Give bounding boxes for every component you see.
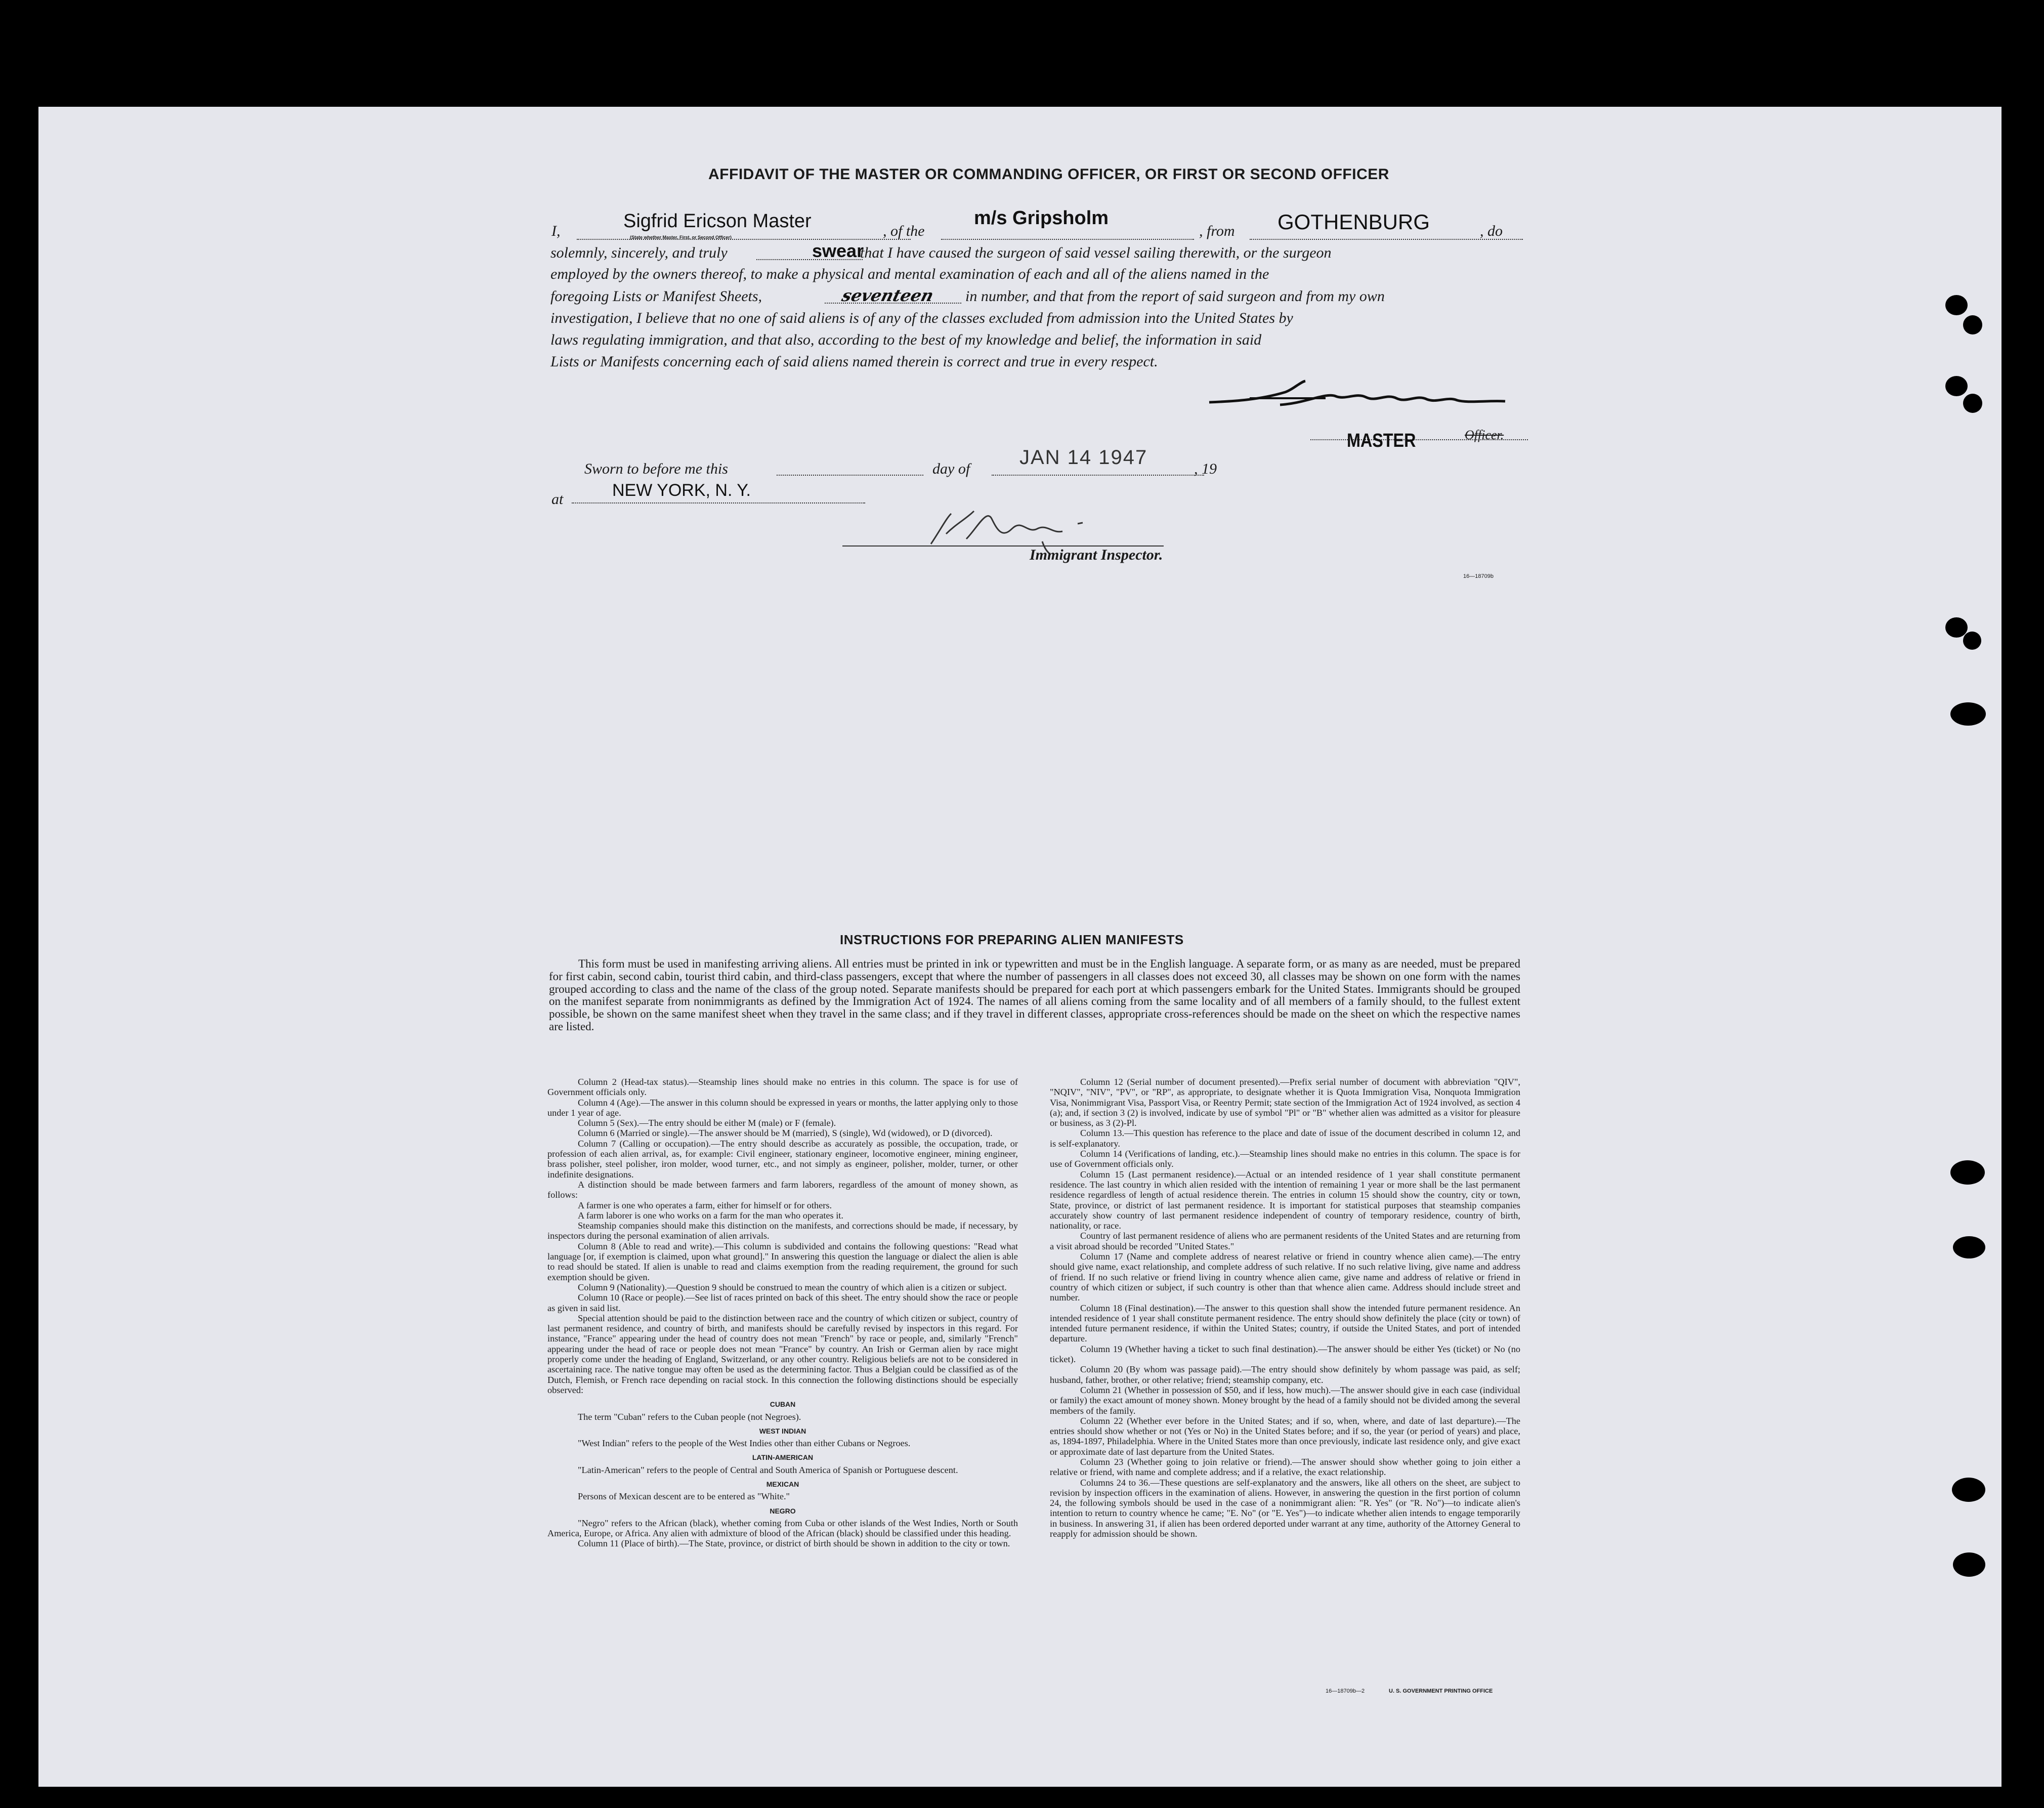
at-label: at <box>551 491 564 508</box>
affidavit-line-7: Lists or Manifests concerning each of said aliens named therein is correct and true in every respect. <box>550 353 1158 370</box>
binder-hole <box>1963 394 1982 413</box>
do-label: , do <box>1480 223 1503 239</box>
place-name[interactable]: NEW YORK, N. Y. <box>612 481 751 500</box>
binder-hole <box>1953 1552 1985 1577</box>
footer-form-number: 16—18709b—2 <box>1326 1688 1365 1694</box>
sworn-label: Sworn to before me this <box>584 460 728 477</box>
affidavit-line-6: laws regulating immigration, and that also, according to the best of my knowledge and belief, the information in said <box>550 331 1262 348</box>
footer-printing-office: U. S. GOVERNMENT PRINTING OFFICE <box>1389 1688 1493 1694</box>
affidavit-line-4a: foregoing Lists or Manifest Sheets, <box>550 288 762 305</box>
instructions-intro: This form must be used in manifesting arriving aliens. All entries must be printed in ink or typewritten and must be in the English language. A separate form, or as many as are needed, must be prepared for first cabin, second cabin, tourist third cabin, and third-class passengers, except that where the number of passengers in all classes does not exceed 30, all classes may be shown on one form with the names grouped according to class and the name of the class of the group noted. Separate manifests should be prepared for each port at which passengers embark for the United States. Immigrants should be grouped on the manifest separate from nonimmigrants as defined by the Immigration Act of 1924. The names of all aliens coming from the same locality and of all members of a family should, to the fullest extent possible, be shown on the same manifest sheet when they travel in the same class; and if they travel in different classes, appropriate cross-references should be made on the sheet on which the respective names are listed. <box>549 957 1520 1033</box>
affidavit-line-4b: in number, and that from the report of said surgeon and from my own <box>965 288 1385 305</box>
instructions-right-column: Column 12 (Serial number of document presented).—Prefix serial number of document with abbreviation "QIV", "NQIV", "NIV", "PV", or "RP", as appropriate, to designate whether it is Quota Immigration Visa, Nonquota Immigration Visa, Nonimmigrant Visa, Passport Visa, or Reentry Permit; state section of the Immigration Act of 1924 involved, as section 4 (a); and, if section 3 (2) is involved, indicate by use of symbol "Pl" or "B" whether alien was admitted as a visitor for pleasure or business, as 3 (2)-Pl. Column 13.—This question has reference to the place and date of issue of the document described in column 12, and is self-explanatory. Column 14 (Verifications of landing, etc.).—Steamship lines should make no entries in this column. The space is for use of Government officials only. Column 15 (Last permanent residence).—Actual or an intended residence of 1 year shall constitute permanent residence. The last country in which alien resided with the intention of remaining 1 year or more shall be the last permanent residence regardless of length of actual residence therein. The entries in column 15 should show the country, city or town, State, province, or district of last permanent residence. It is important for statistical purposes that steamship companies accurately show country of last permanent residence independent of country of temporary residence, country of birth, nationality, or race. Country of last permanent residence of aliens who are permanent residents of the United States and are returning from a visit abroad should be recorded "United States." Column 17 (Name and complete address of nearest relative or friend in country whence alien came).—The entry should give name, exact relationship, and complete address of such relative. If no such relative living, give name and address of friend. If no such relative or friend living in country whence alien came, give name and address of relative or friend in country of which citizen or subject, if such country is other than that whence alien came. Address should include street and number. Column 18 (Final destination).—The answer to this question shall show the intended future permanent residence. An intended residence of 1 year shall constitute permanent residence. The entry should show definitely the place (city or town) of intended future permanent residence, if within the United States; country, if outside the United States, and port of intended departure. Column 19 (Whether having a ticket to such final destination).—The answer should be either Yes (ticket) or No (no ticket). Column 20 (By whom was passage paid).—The entry should show definitely by whom passage was paid, as self; husband, father, brother, or other relative; friend; steamship company, etc. Column 21 (Whether in possession of $50, and if less, how much).—The answer should give in each case (individual or family) the exact amount of money shown. Money brought by the head of a family should not be divided among the several members of the family. Column 22 (Whether ever before in the United States; and if so, when, where, and date of last departure).—The entries should show whether or not (Yes or No) in the United States before; and if so, the year (or period of years) and place, as, 1894-1897, Philadelphia. Where in the United States more than once previously, indicate last residence only, and give exact or approximate date of last departure from the United States. Column 23 (Whether going to join relative or friend).—The answer should show whether going to join either a relative or friend, with name and complete address; and if a relative, the exact relationship. Columns 24 to 36.—These questions are self-explanatory and the answers, like all others on the sheet, are subject to revision by inspection officers in the examination of aliens. However, in answering the question in the first portion of column 24, the following symbols should be used in the case of a nonimmigrant alien: "R. Yes" (or "R. No")—to indicate alien's intention to return to country whence he came; "E. No" (or "E. Yes")—to indicate whether alien intends to engage temporarily in business. In answering 31, if alien has been ordered deported under warrant at any time, authority of the Attorney General to reapply for admission should be shown. <box>1050 1077 1520 1539</box>
affidavit-line-3: employed by the owners thereof, to make a physical and mental examination of each and all of the aliens named in the <box>550 266 1269 282</box>
binder-hole <box>1963 632 1981 650</box>
binder-hole <box>1945 376 1968 396</box>
binder-hole <box>1945 295 1968 315</box>
from-label: , from <box>1199 223 1235 239</box>
binder-hole <box>1950 702 1986 726</box>
officer-name[interactable]: Sigfrid Ericson Master <box>623 211 812 232</box>
binder-hole <box>1945 617 1968 638</box>
rank-stamp: MASTER <box>1347 430 1416 451</box>
inspector-label: Immigrant Inspector. <box>1030 546 1163 563</box>
oath-word[interactable]: swear <box>812 240 864 261</box>
i-label: I, <box>551 223 561 239</box>
of-the-label: , of the <box>883 223 925 239</box>
binder-hole <box>1963 315 1982 334</box>
sheets-count[interactable]: seventeen <box>839 286 936 305</box>
officer-note: (State whether Master, First, or Second Officer) <box>630 235 732 240</box>
affidavit-line-2a: solemnly, sincerely, and truly <box>550 244 728 261</box>
instructions-left-column: Column 2 (Head-tax status).—Steamship lines should make no entries in this column. The space is for use of Government officials only. Column 4 (Age).—The answer in this column should be expressed in years or months, the latter applying only to those under 1 year of age. Column 5 (Sex).—The entry should be either M (male) or F (female). Column 6 (Married or single).—The answer should be M (married), S (single), Wd (widowed), or D (divorced). Column 7 (Calling or occupation).—The entry should describe as accurately as possible, the occupation, trade, or profession of each alien arrival, as, for example: Civil engineer, stationary engineer, locomotive engineer, mining engineer, brass polisher, steel polisher, iron molder, wood turner, etc., and not simply as engineer, polisher, molder, turner, or other indefinite designations. A distinction should be made between farmers and farm laborers, regardless of the amount of money shown, as follows: A farmer is one who operates a farm, either for himself or for others. A farm laborer is one who works on a farm for the man who operates it. Steamship companies should make this distinction on the manifests, and corrections should be made, if necessary, by inspectors during the personal examination of alien arrivals. Column 8 (Able to read and write).—This column is subdivided and contains the following questions: "Read what language [or, if exemption is claimed, upon what ground]." In answering this question the language or dialect the alien is able to read should be stated. If alien is unable to read and claims exemption from the reading requirement, the ground for such exemption should be given. Column 9 (Nationality).—Question 9 should be construed to mean the country of which alien is a citizen or subject. Column 10 (Race or people).—See list of races printed on back of this sheet. The entry should show the race or people as given in said list. Special attention should be paid to the distinction between race and the country of which citizen or subject, country of last permanent residence, and country of birth, and manifests should be carefully revised by inspectors in this regard. For instance, "France" appearing under the head of country does not mean "French" by race or people, and, similarly "French" appearing under the head of race or people does not mean "France" by country. An Irish or German alien by race might properly come under the heading of England, Switzerland, or any other country. Religious beliefs are not to be considered in ascertaining race. The native tongue may often be used as the determining factor. Thus a Belgian could be classified as of the Dutch, Flemish, or French race depending on racial stock. In this connection the following distinctions should be especially observed: CUBAN The term "Cuban" refers to the Cuban people (not Negroes). WEST INDIAN "West Indian" refers to the people of the West Indies other than either Cubans or Negroes. LATIN-AMERICAN "Latin-American" refers to the people of Central and South America of Spanish or Portuguese descent. MEXICAN Persons of Mexican descent are to be entered as "White." NEGRO "Negro" refers to the African (black), whether coming from Cuba or other islands of the West Indies, North or South America, Europe, or Africa. Any alien with admixture of blood of the African (black) should be classified under this heading. Column 11 (Place of birth).—The State, province, or district of birth should be shown in addition to the city or town. <box>547 1077 1018 1549</box>
vessel-name[interactable]: m/s Gripsholm <box>974 207 1109 229</box>
binder-hole <box>1952 1478 1985 1502</box>
date-stamp: JAN 14 1947 <box>1019 446 1148 469</box>
binder-hole <box>1953 1236 1985 1258</box>
affidavit-title: AFFIDAVIT OF THE MASTER OR COMMANDING OFFICER, OR FIRST OR SECOND OFFICER <box>708 166 1389 183</box>
day-of-label: day of <box>932 460 970 477</box>
officer-struck-label: Officer. <box>1465 428 1504 442</box>
form-number: 16—18709b <box>1463 573 1494 579</box>
affidavit-line-5: investigation, I believe that no one of said aliens is of any of the classes excluded from admission into the United States by <box>550 310 1293 326</box>
binder-hole <box>1950 1160 1985 1185</box>
instructions-title: INSTRUCTIONS FOR PREPARING ALIEN MANIFESTS <box>840 932 1184 947</box>
nineteen-label: , 19 <box>1194 460 1217 477</box>
affidavit-line-2b: that I have caused the surgeon of said vessel sailing therewith, or the surgeon <box>860 244 1332 261</box>
master-signature <box>1204 377 1508 417</box>
port-name[interactable]: GOTHENBURG <box>1278 210 1430 234</box>
